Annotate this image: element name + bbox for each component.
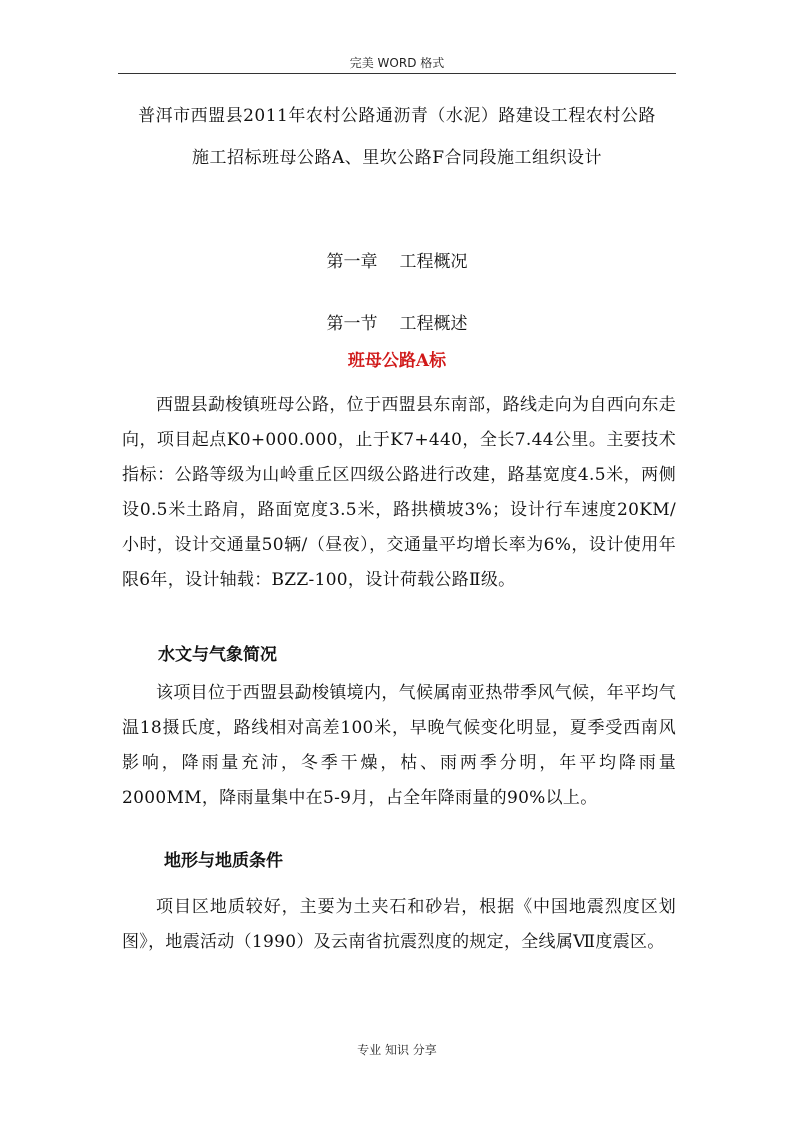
chapter-number: 第一章 <box>326 252 378 272</box>
terrain-geology-subheading: 地形与地质条件 <box>164 851 283 871</box>
document-title-line-2: 施工招标班母公路A、里坎公路F合同段施工组织设计 <box>191 148 603 168</box>
page-footer: 专业 知识 分享 <box>357 1043 437 1057</box>
header-divider <box>118 73 676 74</box>
page-header: 完美 WORD 格式 <box>349 56 445 70</box>
hydrology-climate-paragraph: 该项目位于西盟县勐梭镇境内，气候属南亚热带季风气候，年平均气温18摄氏度，路线相对高差100米，早晚气候变化明显，夏季受西南风影响，降雨量充沛，冬季干燥，枯、雨两季分明，年平均降雨量2000MM，降雨量集中在5-9月，占全年降雨量的90%以上。 <box>122 683 676 808</box>
project-overview-paragraph: 西盟县勐梭镇班母公路，位于西盟县东南部，路线走向为自西向东走向，项目起点K0+000.000，止于K7+440，全长7.44公里。主要技术指标：公路等级为山岭重丘区四级公路进行改建，路基宽度4.5米，两侧设0.5米土路肩，路面宽度3.5米，路拱横坡3%；设计行车速度20KM/小时，设计交通量50辆/（昼夜），交通量平均增长率为6%，设计使用年限6年，设计轴载：BZZ-100，设计荷载公路Ⅱ级。 <box>122 395 676 590</box>
contract-title: 班母公路A标 <box>347 351 447 371</box>
section-name: 工程概述 <box>399 314 468 334</box>
chapter-name: 工程概况 <box>399 252 468 272</box>
section-heading <box>100 312 694 336</box>
terrain-geology-paragraph: 项目区地质较好，主要为土夹石和砂岩，根据《中国地震烈度区划图》，地震活动（1990）及云南省抗震烈度的规定，全线属Ⅶ度震区。 <box>122 897 676 952</box>
chapter-heading <box>100 250 694 274</box>
hydrology-climate-subheading: 水文与气象简况 <box>158 645 277 665</box>
section-number: 第一节 <box>326 314 378 334</box>
document-title-line-1: 普洱市西盟县2011年农村公路通沥青（水泥）路建设工程农村公路 <box>138 106 656 126</box>
